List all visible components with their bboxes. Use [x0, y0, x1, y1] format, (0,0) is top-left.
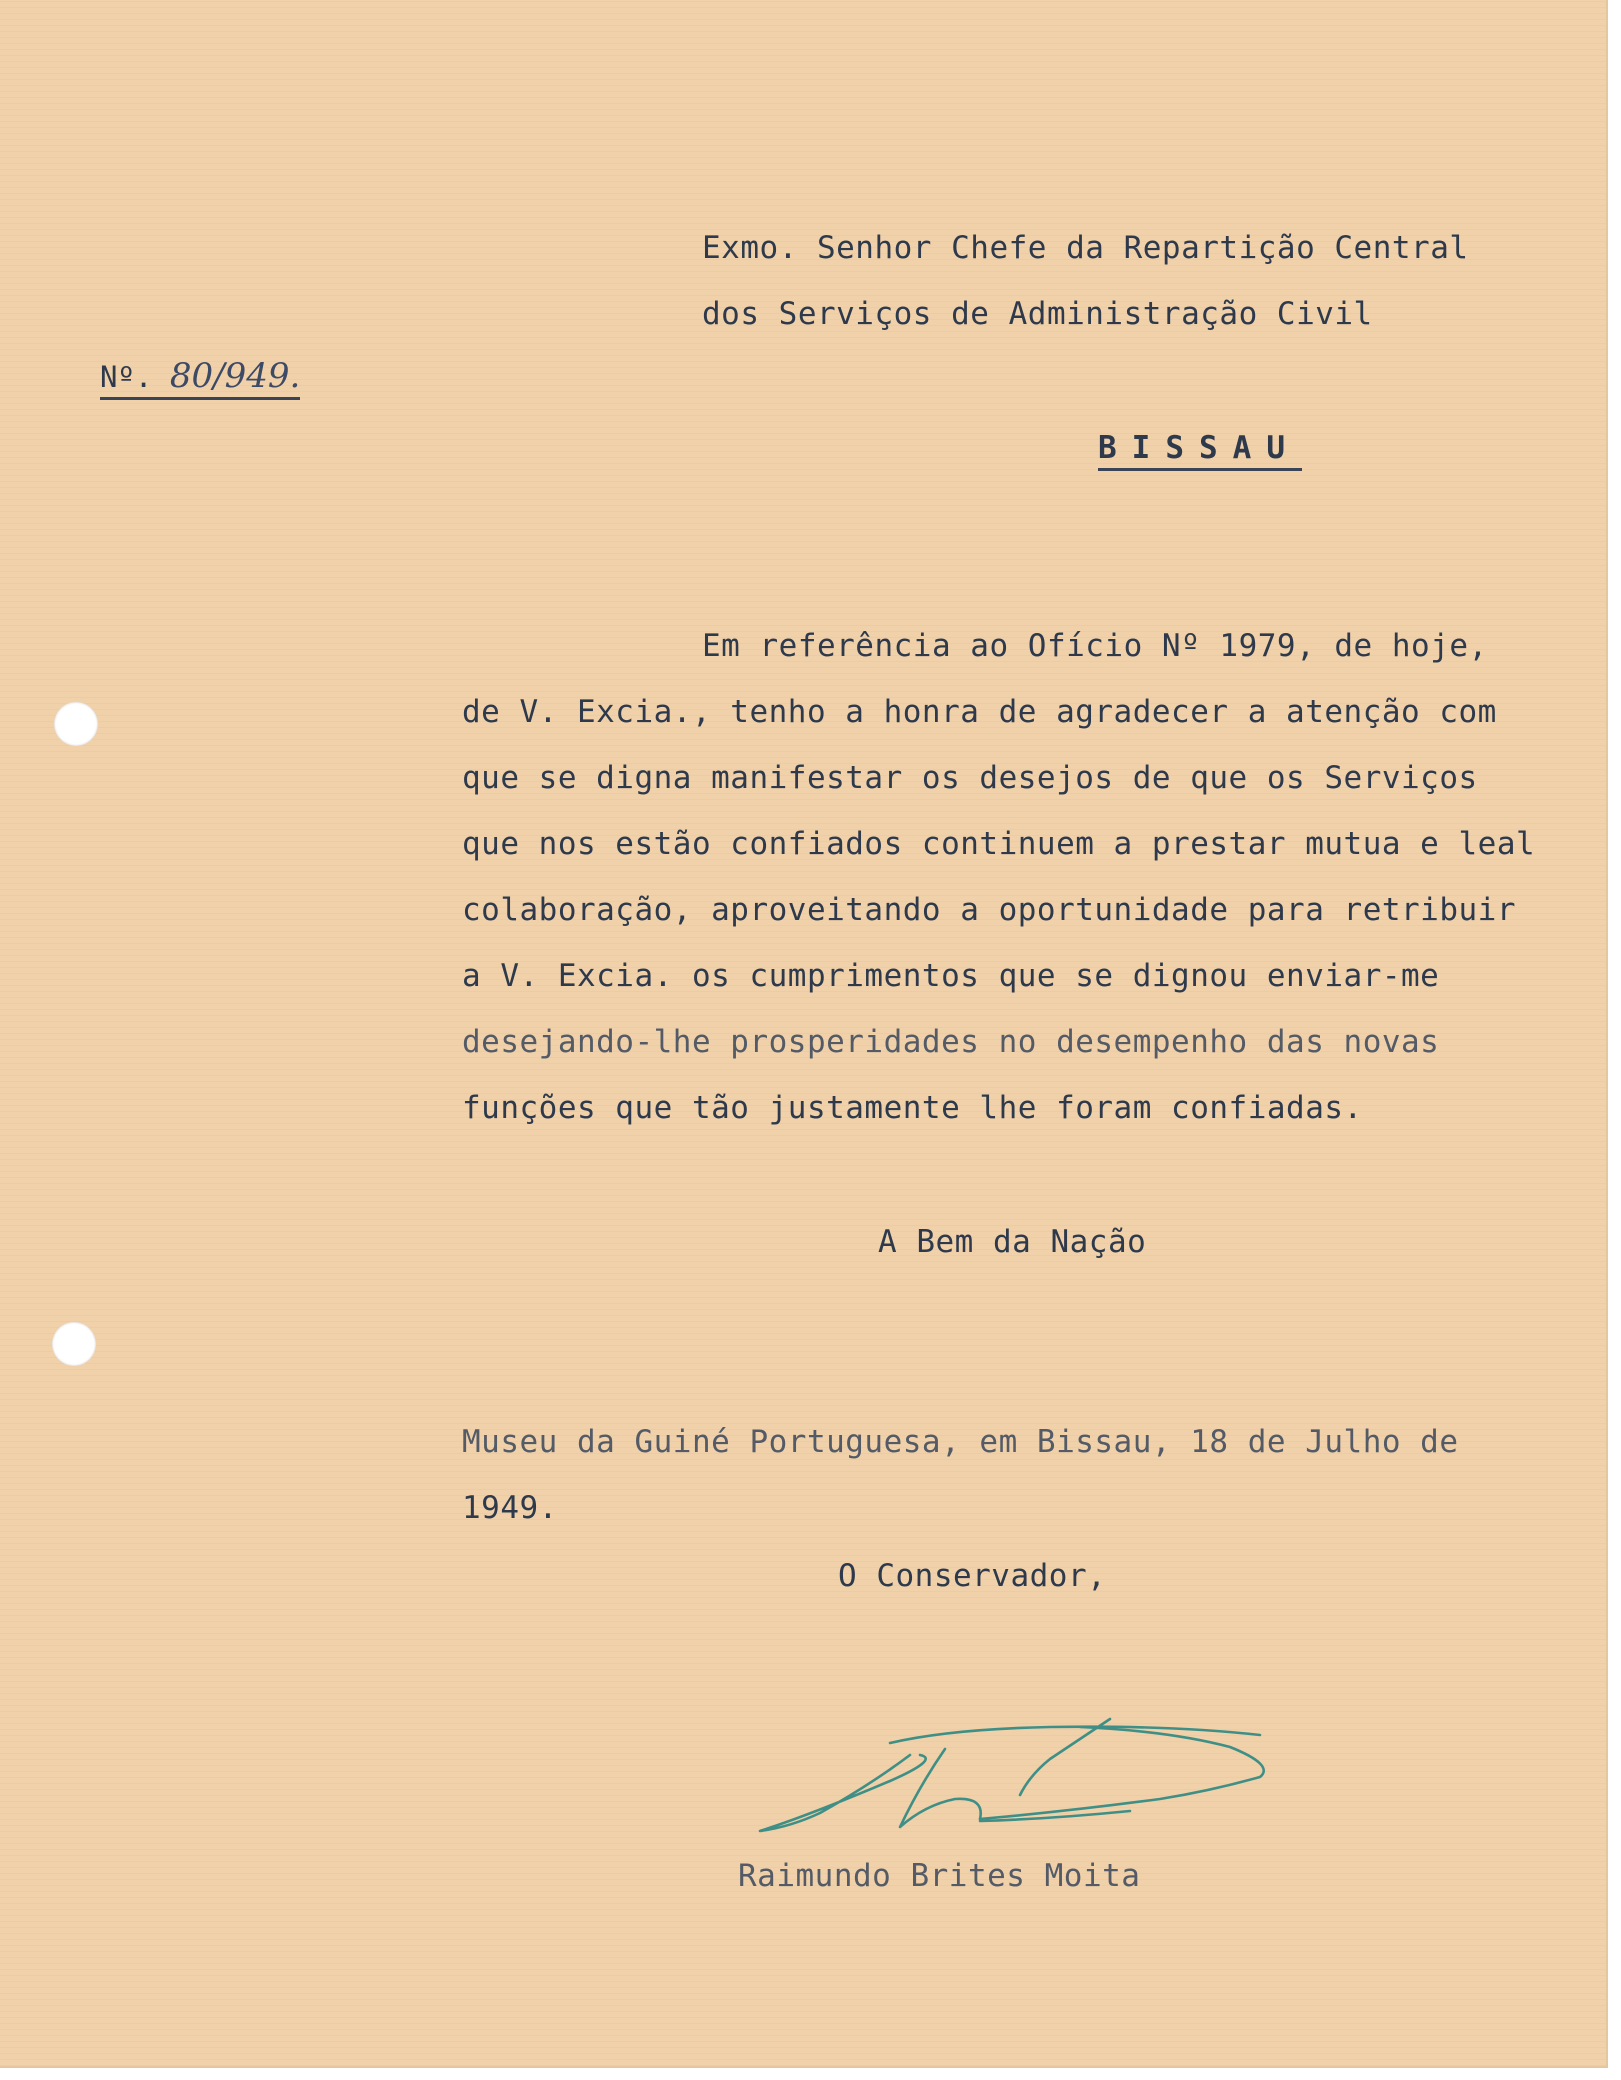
salutation: A Bem da Nação: [878, 1224, 1147, 1260]
body-line: Em referência ao Ofício Nº 1979, de hoje,: [702, 628, 1488, 664]
body-line: de V. Excia., tenho a honra de agradecer a atenção com: [462, 694, 1497, 730]
reference-handwritten-number: 80/949.: [169, 356, 301, 396]
addressee-city: BISSAU: [1098, 428, 1302, 471]
body-line: que se digna manifestar os desejos de que os Serviços: [462, 760, 1478, 796]
place-date-line-2: 1949.: [462, 1490, 558, 1526]
closing-title: O Conservador,: [838, 1558, 1107, 1594]
signatory-name: Raimundo Brites Moita: [738, 1858, 1141, 1894]
handwritten-signature: [750, 1715, 1280, 1845]
body-line: que nos estão confiados continuem a prestar mutua e leal: [462, 826, 1536, 862]
body-line: funções que tão justamente lhe foram confiadas.: [462, 1090, 1363, 1126]
punch-hole-bottom: [52, 1322, 96, 1366]
addressee-line-2: dos Serviços de Administração Civil: [702, 296, 1373, 332]
reference-number: [100, 358, 300, 400]
body-line: desejando-lhe prosperidades no desempenho das novas: [462, 1024, 1440, 1060]
body-line: a V. Excia. os cumprimentos que se dignou enviar-me: [462, 958, 1440, 994]
place-date-line-1: Museu da Guiné Portuguesa, em Bissau, 18 de Julho de: [462, 1424, 1459, 1460]
addressee-line-1: Exmo. Senhor Chefe da Repartição Central: [702, 230, 1469, 266]
reference-prefix: Nº.: [100, 360, 153, 394]
body-line: colaboração, aproveitando a oportunidade para retribuir: [462, 892, 1516, 928]
punch-hole-top: [54, 702, 98, 746]
